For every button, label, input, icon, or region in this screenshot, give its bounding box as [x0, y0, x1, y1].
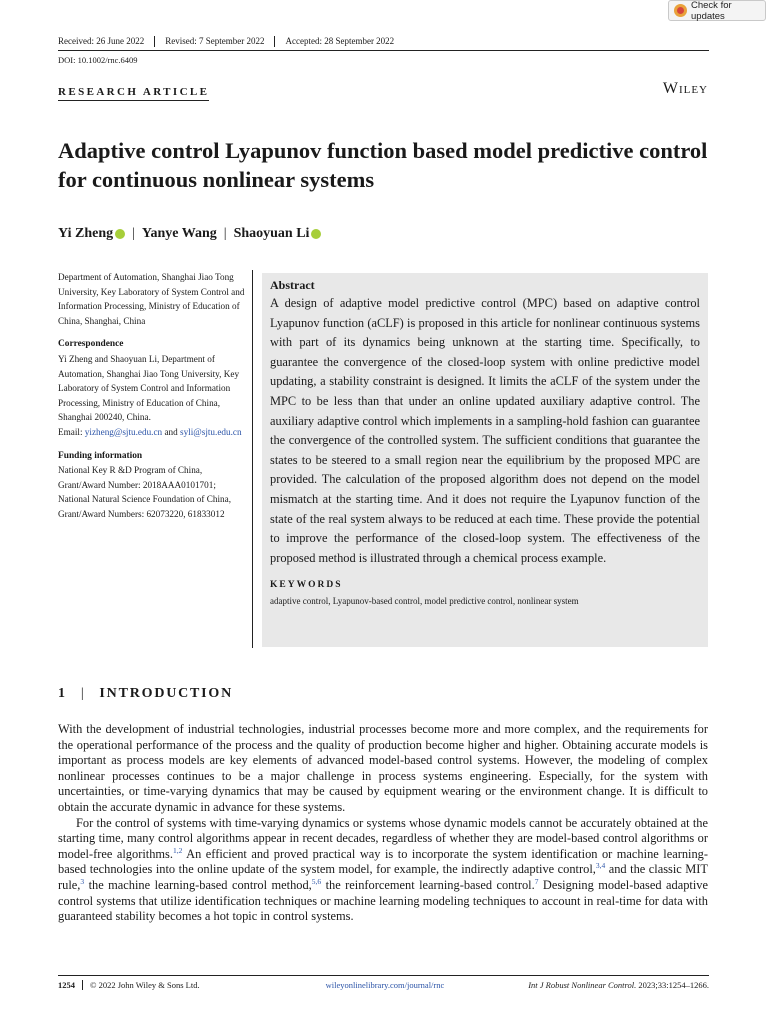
paragraph [58, 816, 708, 925]
crossmark-icon [674, 4, 687, 17]
citation-link[interactable]: 7 [534, 876, 539, 886]
received-date: Received: 26 June 2022 [58, 36, 145, 46]
orcid-icon[interactable] [115, 229, 125, 239]
abstract-panel [262, 273, 708, 647]
author-separator: | [132, 226, 135, 241]
affiliation: Department of Automation, Shanghai Jiao Tong University, Key Laboratory of System Control and Information Processing, Ministry of Education of China, Shanghai, China [58, 272, 245, 326]
author-name[interactable]: Shaoyuan Li [233, 226, 310, 241]
paragraph-text: For the control of systems with time-varying dynamics or systems whose dynamic models cannot be accurately obtained at the starting time, many control algorithms appear in recent decades, regardless of whether they are model-based control algorithms or model-free algorithms. [58, 815, 708, 861]
keywords-list: adaptive control, Lyapunov-based control, model predictive control, nonlinear system [270, 596, 579, 607]
section-title: INTRODUCTION [99, 686, 234, 701]
page-number: 1254 [58, 980, 83, 990]
article-info-column [58, 270, 248, 522]
paragraph: With the development of industrial technologies, industrial processes become more and more complex, and the requirements for the operational performance of the process and the quality of production become higher and higher. Obtaining accurate models is important as process models are key elements of advanced model-based control systems. However, the modeling of complex nonlinear processes continues to be a major challenge in process systems engineering. Especially, for the system with uncertainties, or time-varying dynamics that may be caused by equipment wearing or the environment change. It is difficult to obtain the accurate dynamic in advance for these systems. [58, 722, 708, 814]
citation-details: 2023;33:1254–1266. [636, 980, 709, 990]
revised-date: Revised: 7 September 2022 [154, 36, 274, 47]
correspondence-text [58, 352, 248, 440]
header-divider [58, 50, 709, 51]
journal-url-link[interactable]: wileyonlinelibrary.com/journal/rnc [325, 980, 445, 990]
citation-link[interactable]: 5,6 [311, 876, 322, 886]
copyright: © 2022 John Wiley & Sons Ltd. [90, 980, 200, 990]
abstract-text: A design of adaptive model predictive control (MPC) based on adaptive control Lyapunov function (aCLF) is proposed in this article for nonlinear continuous systems with part of its dynamics being unknown at the starting time. Specifically, to guarantee the convergence of the closed-loop system with online predictive model updating, a stability constraint is designed. It limits the aCLF of the system under the MPC to be less than that under an online updated auxiliary adaptive control. The auxiliary adaptive control which implements in a sampling-hold fashion can guarantee the convergence of the controlled system. The sufficient conditions that guarantee the states to be steered to a small region near the equilibrium by the proposed MPC are provided. The calculation of the proposed algorithm does not depend on the model mismatch at the starting time. And it does not require the Lyapunov function of the state of the real system always to be reduced at each time. These provide the potential to improve the performance of the closed-loop system. The effectiveness of the proposed method is illustrated through a chemical process example. [270, 296, 700, 565]
keywords-heading: KEYWORDS [270, 580, 343, 591]
journal-citation [528, 980, 709, 990]
paragraph-text: and the classic MIT rule, [58, 862, 708, 892]
article-title: Adaptive control Lyapunov function based model predictive control for continuous nonlinear systems [58, 138, 708, 192]
paragraph-text: the machine learning-based control method, [84, 877, 312, 892]
email-label: Email: [58, 426, 83, 437]
author-list [58, 226, 321, 242]
introduction-body [58, 722, 708, 925]
funding-text: National Key R &D Program of China, Grant/Award Number: 2018AAA0101701; National Natural Science Foundation of China, Grant/Award Numbers: 62073220, 61833012 [58, 465, 231, 519]
email-conjunction: and [164, 426, 178, 437]
orcid-icon[interactable] [311, 229, 321, 239]
email-link[interactable]: yizheng@sjtu.edu.cn [84, 426, 163, 437]
paragraph-text: Designing model-based adaptive control systems that utilize identification techniques or machine learning modeling techniques to account in real-time for data with guaranteed stability becomes a hot topic in control systems. [58, 877, 708, 924]
paragraph-text: An efficient and proved practical way is to incorporate the system identification or machine learning-based technologies into the online update of the system model, for example, the indirectly adaptive control, [58, 846, 708, 877]
paragraph-text: the reinforcement learning-based control. [321, 877, 535, 892]
section-separator: | [80, 686, 86, 701]
doi[interactable]: DOI: 10.1002/rnc.6409 [58, 55, 138, 65]
email-link[interactable]: syli@sjtu.edu.cn [180, 426, 242, 437]
citation-link[interactable]: 3,4 [595, 861, 606, 871]
accepted-date: Accepted: 28 September 2022 [274, 36, 404, 47]
correspondence-address: Yi Zheng and Shaoyuan Li, Department of Automation, Shanghai Jiao Tong University, Key Laboratory of System Control and Information Processing, Ministry of Education of China, Shanghai 200240, China. [58, 353, 240, 423]
abstract-heading: Abstract [270, 278, 315, 292]
citation-link[interactable]: 1,2 [172, 845, 183, 855]
correspondence-heading: Correspondence [58, 339, 124, 350]
journal-name: Int J Robust Nonlinear Control. [528, 980, 637, 990]
section-number: 1 [58, 686, 67, 701]
funding-heading: Funding information [58, 450, 143, 461]
publisher-logo: Wiley [662, 80, 708, 97]
author-name[interactable]: Yi Zheng [58, 226, 114, 241]
page-footer [58, 980, 709, 990]
citation-link[interactable]: 3 [80, 876, 85, 886]
author-separator: | [223, 226, 227, 241]
section-heading [58, 686, 233, 702]
author-name[interactable]: Yanye Wang [141, 226, 217, 241]
article-type: RESEARCH ARTICLE [58, 86, 209, 101]
check-for-updates-button[interactable] [668, 0, 766, 21]
footer-divider [58, 975, 709, 976]
article-history [58, 36, 404, 47]
check-for-updates-label: Check for updates [691, 0, 732, 22]
column-divider [252, 270, 253, 648]
